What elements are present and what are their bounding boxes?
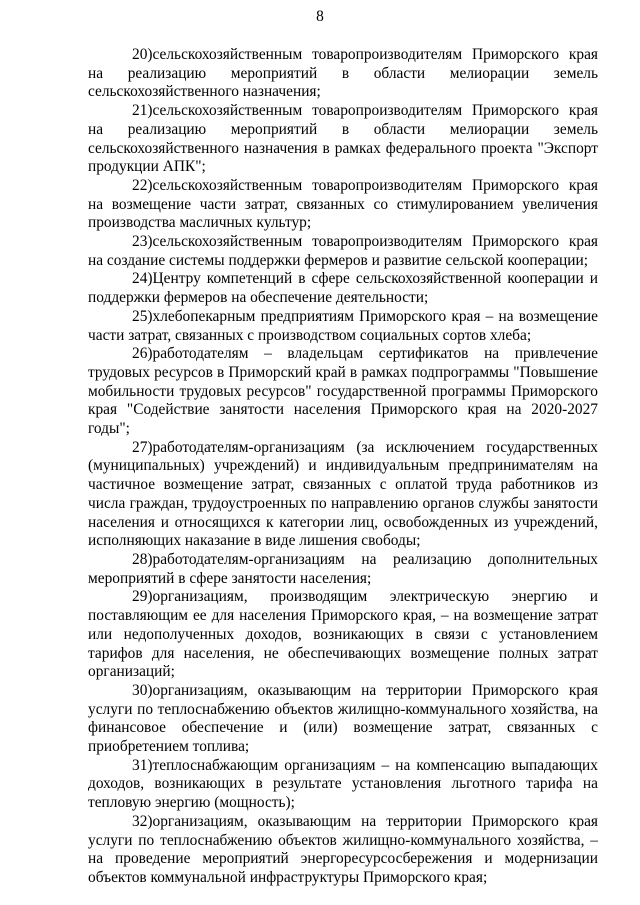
- list-item: 32)организациям, оказывающим на территории Приморского края услуги по теплоснабжению объектов жилищно-коммунального хозяйства, – на проведение мероприятий энергоресурсосбережения и модернизации объектов коммунальной инфраструктуры Приморского края;: [88, 812, 598, 886]
- list-item: 25)хлебопекарным предприятиям Приморского края – на возмещение части затрат, связанных с производством социальных сортов хлеба;: [88, 307, 598, 344]
- list-item: 20)сельскохозяйственным товаропроизводителям Приморского края на реализацию мероприятий в области мелиорации земель сельскохозяйственного назначения;: [88, 46, 598, 101]
- list-item: 30)организациям, оказывающим на территории Приморского края услуги по теплоснабжению объектов жилищно-коммунального хозяйства, на финансовое обеспечение и (или) возмещение затрат, связанных с приобретением топлива;: [88, 681, 598, 756]
- list-item: 23)сельскохозяйственным товаропроизводителям Приморского края на создание системы поддержки фермеров и развитие сельской кооперации;: [88, 233, 598, 269]
- list-item: 26)работодателям – владельцам сертификатов на привлечение трудовых ресурсов в Приморский край в рамках подпрограммы "Повышение мобильности трудовых ресурсов" государственной программы Приморского края "Содействие занятости населения Приморского края на 2020-2027 годы";: [88, 345, 598, 438]
- list-item: 31)теплоснабжающим организациям – на компенсацию выпадающих доходов, возникающих в результате установления льготного тарифа на тепловую энергию (мощность);: [88, 756, 598, 812]
- list-item: 28)работодателям-организациям на реализацию дополнительных мероприятий в сфере занятости населения;: [88, 550, 598, 587]
- list-item: 27)работодателям-организациям (за исключением государственных (муниципальных) учреждений) и индивидуальным предпринимателям на частичное возмещение затрат, связанных с оплатой труда работников из числа граждан, трудоустроенных по направлению органов службы занятости населения и относящихся к категории лиц, освобожденных из учреждений, исполняющих наказание в виде лишения свободы;: [88, 438, 598, 550]
- document-body: [88, 46, 598, 888]
- page-number: 8: [316, 8, 324, 25]
- list-item: 29)организациям, производящим электрическую энергию и поставляющим ее для населения Приморского края, – на возмещение затрат или недополученных доходов, возникающих в связи с установлением тарифов для населения, не обеспечивающих возмещение полных затрат организаций;: [88, 588, 598, 681]
- list-item: 24)Центру компетенций в сфере сельскохозяйственной кооперации и поддержки фермеров на обеспечение деятельности;: [88, 270, 598, 307]
- list-item: 21)сельскохозяйственным товаропроизводителям Приморского края на реализацию мероприятий в области мелиорации земель сельскохозяйственного назначения в рамках федерального проекта "Экспорт продукции АПК";: [88, 102, 598, 176]
- list-item: 22)сельскохозяйственным товаропроизводителям Приморского края на возмещение части затрат, связанных со стимулированием увеличения производства масличных культур;: [88, 176, 598, 232]
